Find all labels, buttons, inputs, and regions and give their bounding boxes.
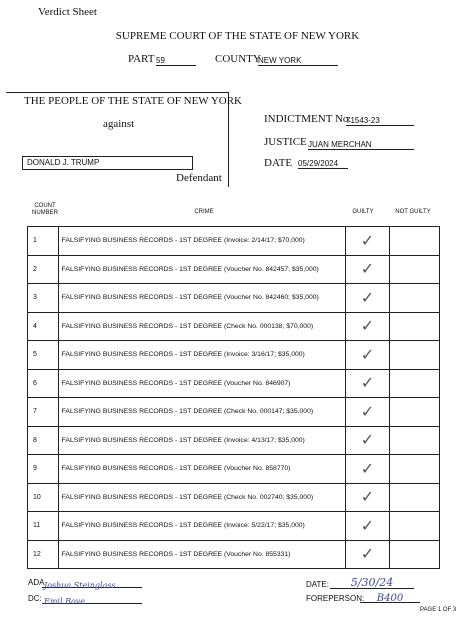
guilty-cell — [345, 227, 389, 256]
table-row — [28, 255, 440, 284]
count-number-cell-text: 2 — [33, 265, 37, 273]
table-row — [28, 312, 440, 341]
table-row — [28, 426, 440, 455]
table-row — [28, 455, 440, 484]
checkmark-icon: ✓ — [360, 544, 375, 564]
foreperson-value: B400 — [376, 593, 404, 604]
count-number-cell-text: 8 — [33, 436, 37, 444]
count-number-cell-text: 10 — [33, 493, 41, 501]
checkmark-icon: ✓ — [360, 287, 375, 307]
footer-date-line — [330, 573, 414, 589]
count-number-cell — [28, 341, 59, 370]
count-number-cell — [28, 398, 59, 427]
guilty-cell — [345, 455, 389, 484]
court-title: SUPREME COURT OF THE STATE OF NEW YORK — [115, 30, 360, 42]
not-guilty-cell — [389, 483, 439, 512]
justice-label: JUSTICE — [264, 136, 307, 148]
footer-date-label: DATE: — [306, 580, 329, 589]
count-number-cell — [28, 455, 59, 484]
count-number-cell — [28, 483, 59, 512]
count-number-cell — [28, 540, 59, 569]
table-row — [28, 341, 440, 370]
not-guilty-cell — [389, 312, 439, 341]
crime-cell — [58, 284, 345, 313]
not-guilty-cell — [389, 512, 439, 541]
not-guilty-cell — [389, 426, 439, 455]
count-number-cell — [28, 255, 59, 284]
checkmark-icon: ✓ — [360, 316, 375, 336]
crime-cell-text: FALSIFYING BUSINESS RECORDS - 1ST DEGREE (Invoice: 4/13/17; $35,000) — [61, 436, 305, 444]
table-row — [28, 369, 440, 398]
guilty-cell — [345, 312, 389, 341]
not-guilty-cell — [389, 341, 439, 370]
county-label: COUNTY — [215, 53, 261, 65]
verdict-table — [27, 226, 440, 569]
guilty-cell — [345, 255, 389, 284]
guilty-cell — [345, 369, 389, 398]
crime-cell — [58, 398, 345, 427]
not-guilty-cell — [389, 455, 439, 484]
guilty-cell — [345, 540, 389, 569]
guilty-header: GUILTY — [352, 209, 374, 215]
crime-cell-text: FALSIFYING BUSINESS RECORDS - 1ST DEGREE (Voucher No. 842457; $35,000) — [61, 265, 319, 273]
crime-cell-text: FALSIFYING BUSINESS RECORDS - 1ST DEGREE (Invoice: 2/14/17; $70,000) — [61, 237, 305, 245]
foreperson-label: FOREPERSON: — [306, 594, 365, 603]
not-guilty-cell — [389, 398, 439, 427]
part-label: PART — [128, 53, 155, 65]
count-number-cell — [28, 227, 59, 256]
crime-cell-text: FALSIFYING BUSINESS RECORDS - 1ST DEGREE (Voucher No. 846907) — [61, 379, 291, 387]
sheet-title: Verdict Sheet — [38, 6, 97, 18]
crime-cell — [58, 369, 345, 398]
table-row — [28, 227, 440, 256]
ada-label: ADA — [28, 578, 45, 587]
crime-cell-text: FALSIFYING BUSINESS RECORDS - 1ST DEGREE (Check No. 002740; $35,000) — [61, 493, 314, 501]
crime-cell-text: FALSIFYING BUSINESS RECORDS - 1ST DEGREE (Check No. 000138; $70,000) — [61, 322, 314, 330]
checkmark-icon: ✓ — [360, 344, 375, 364]
people-text: THE PEOPLE OF THE STATE OF NEW YORK — [24, 95, 243, 107]
count-number-cell — [28, 369, 59, 398]
count-number-cell — [28, 284, 59, 313]
crime-cell — [58, 312, 345, 341]
crime-cell-text: FALSIFYING BUSINESS RECORDS - 1ST DEGREE (Invoice: 3/16/17; $35,000) — [61, 351, 305, 359]
checkmark-icon: ✓ — [360, 230, 375, 250]
footer-date-value: 5/30/24 — [350, 576, 394, 589]
indictment-value: 71543-23 — [346, 116, 414, 126]
count-number-cell-text: 5 — [33, 351, 37, 359]
dc-signature: Emil Bove — [44, 597, 86, 606]
crime-cell — [58, 455, 345, 484]
count-number-cell — [28, 312, 59, 341]
guilty-cell — [345, 341, 389, 370]
part-value: 59 — [156, 56, 196, 66]
crime-cell-text: FALSIFYING BUSINESS RECORDS - 1ST DEGREE (Voucher No. 842460; $35,000) — [61, 294, 319, 302]
table-row — [28, 284, 440, 313]
count-number-cell-text: 9 — [33, 465, 37, 473]
checkmark-icon: ✓ — [360, 373, 375, 393]
count-number-cell-text: 4 — [33, 322, 37, 330]
count-number-cell — [28, 426, 59, 455]
not-guilty-cell — [389, 540, 439, 569]
crime-header: CRIME — [194, 209, 214, 215]
date-label: DATE — [264, 157, 293, 169]
crime-cell — [58, 255, 345, 284]
crime-cell — [58, 227, 345, 256]
count-number-cell-text: 11 — [33, 522, 41, 530]
crime-cell-text: FALSIFYING BUSINESS RECORDS - 1ST DEGREE (Voucher No. 855331) — [61, 550, 291, 558]
county-value: NEW YORK — [258, 56, 338, 66]
dc-signature-line — [42, 591, 142, 604]
count-number-header: COUNT NUMBER — [31, 203, 58, 216]
foreperson-line — [360, 588, 420, 603]
crime-cell — [58, 540, 345, 569]
checkmark-icon: ✓ — [360, 259, 375, 279]
defendant-label: Defendant — [176, 172, 222, 184]
defendant-name-field: DONALD J. TRUMP — [22, 156, 193, 170]
page-number: PAGE 1 OF 3 — [420, 607, 457, 613]
table-row — [28, 483, 440, 512]
checkmark-icon: ✓ — [360, 401, 375, 421]
ada-signature-line — [42, 575, 142, 588]
not-guilty-cell — [389, 227, 439, 256]
crime-cell — [58, 512, 345, 541]
count-number-cell-text: 6 — [33, 379, 37, 387]
count-number-cell-text: 12 — [33, 550, 41, 558]
checkmark-icon: ✓ — [360, 487, 375, 507]
crime-cell — [58, 341, 345, 370]
verdict-table-body — [28, 227, 440, 569]
justice-value: JUAN MERCHAN — [308, 140, 414, 150]
checkmark-icon: ✓ — [360, 430, 375, 450]
checkmark-icon: ✓ — [360, 515, 375, 535]
date-value: 05/29/2024 — [298, 159, 348, 169]
guilty-cell — [345, 512, 389, 541]
count-number-cell — [28, 512, 59, 541]
dc-label: DC: — [28, 594, 42, 603]
table-row — [28, 512, 440, 541]
indictment-label: INDICTMENT No. — [264, 113, 352, 125]
not-guilty-header: NOT GUILTY — [395, 209, 431, 215]
count-number-cell-text: 7 — [33, 408, 37, 416]
table-row — [28, 398, 440, 427]
guilty-cell — [345, 483, 389, 512]
checkmark-icon: ✓ — [360, 458, 375, 478]
count-number-cell-text: 1 — [33, 237, 37, 245]
guilty-cell — [345, 398, 389, 427]
not-guilty-cell — [389, 255, 439, 284]
crime-cell — [58, 483, 345, 512]
ada-signature: Joshua Steinglass — [44, 581, 116, 590]
guilty-cell — [345, 426, 389, 455]
table-row — [28, 540, 440, 569]
crime-cell-text: FALSIFYING BUSINESS RECORDS - 1ST DEGREE (Check No. 000147; $35,000) — [61, 408, 314, 416]
not-guilty-cell — [389, 284, 439, 313]
count-number-cell-text: 3 — [33, 294, 37, 302]
against-text: against — [103, 118, 135, 130]
crime-cell — [58, 426, 345, 455]
not-guilty-cell — [389, 369, 439, 398]
guilty-cell — [345, 284, 389, 313]
crime-cell-text: FALSIFYING BUSINESS RECORDS - 1ST DEGREE (Voucher No. 858770) — [61, 465, 291, 473]
crime-cell-text: FALSIFYING BUSINESS RECORDS - 1ST DEGREE (Invoice: 5/22/17; $35,000) — [61, 522, 305, 530]
